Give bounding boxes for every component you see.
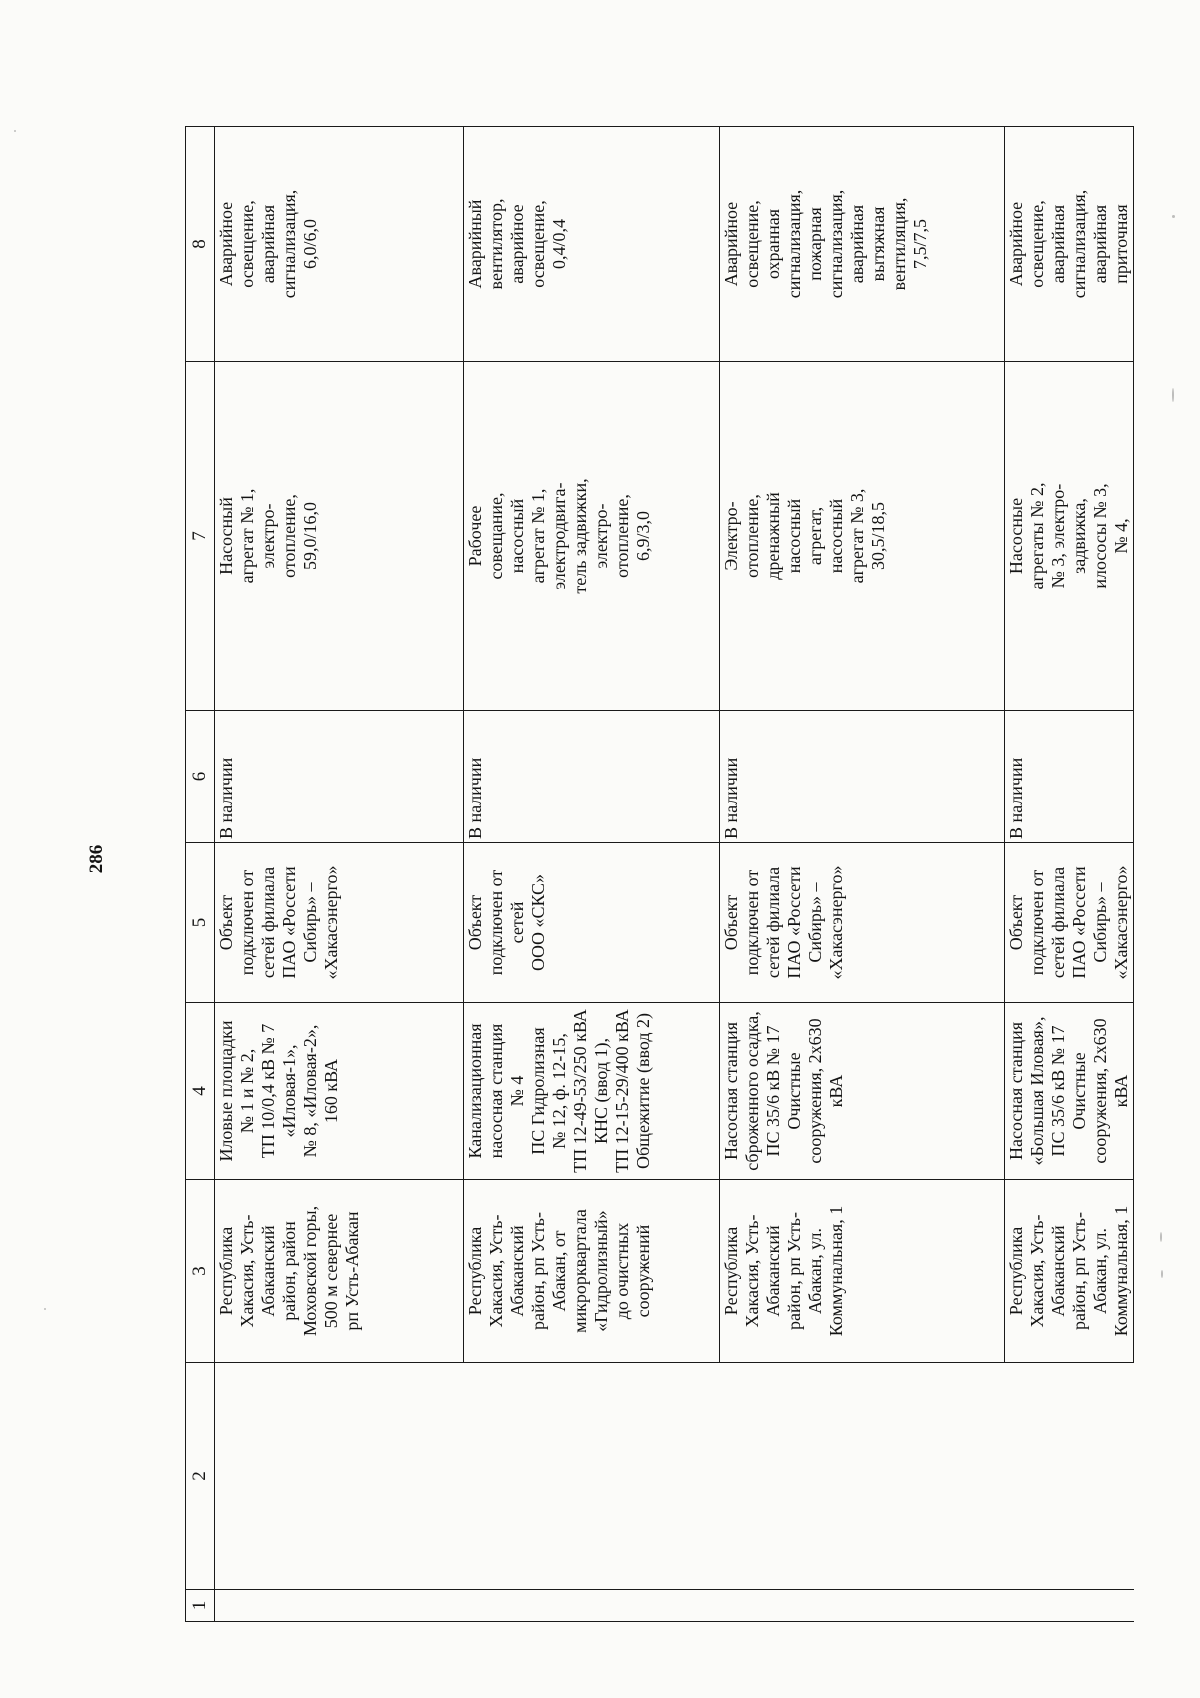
- scan-speck: [1172, 215, 1175, 218]
- table-cell-address: Республика Хакасия, Усть- Абаканский район, рп Усть- Абакан, ул. Коммунальная, 1: [720, 1180, 1005, 1363]
- table-cell-emergency-load: Аварийное освещение, аварийная сигнализация, аварийная приточная: [1005, 127, 1134, 362]
- table-row: [464, 127, 720, 1622]
- scan-speck: [14, 130, 16, 132]
- table-cell-facility: Канализационная насосная станция № 4 ПС Гидролизная № 12, ф. 12-15, ТП 12-49-53/250 кВА КНС (ввод 1), ТП 12-15-29/400 кВА Общежитие (ввод 2): [464, 1003, 720, 1180]
- table-cell-connection: Объект подключен от сетей филиала ПАО «Россети Сибирь» – «Хакасэнерго»: [1005, 843, 1134, 1003]
- table-cell-empty: [1005, 1363, 1134, 1590]
- table-cell-availability: В наличии: [720, 711, 1005, 843]
- column-header: 8: [186, 127, 215, 362]
- rotated-table-container: [185, 127, 1132, 1622]
- table-cell-address: Республика Хакасия, Усть- Абаканский район, рп Усть- Абакан, от микрорквартала «Гидролизный» до очистных сооружений: [464, 1180, 720, 1363]
- scan-speck: [1161, 1270, 1163, 1278]
- column-header: 3: [186, 1180, 215, 1363]
- table-row: [720, 127, 1005, 1622]
- column-header: 1: [186, 1590, 215, 1622]
- table-cell-load: Насосные агрегаты № 2, № 3, электро- задвижка, илососы № 3, № 4,: [1005, 362, 1134, 711]
- table-cell-empty: [215, 1363, 464, 1590]
- table-cell-load: Электро- отопление, дренажный насосный агрегат, насосный агрегат № 3, 30,5/18,5: [720, 362, 1005, 711]
- data-table: [185, 126, 1134, 1622]
- table-header-row: [186, 127, 215, 1622]
- table-cell-facility: Иловые площадки № 1 и № 2, ТП 10/0,4 кВ № 7 «Иловая-1», № 8, «Иловая-2», 160 кВА: [215, 1003, 464, 1180]
- scan-speck: [1160, 1232, 1162, 1242]
- table-cell-load: Насосный агрегат № 1, электро- отопление, 59,0/16,0: [215, 362, 464, 711]
- table-cell-connection: Объект подключен от сетей филиала ПАО «Россети Сибирь» – «Хакасэнерго»: [720, 843, 1005, 1003]
- table-cell-emergency-load: Аварийный вентилятор, аварийное освещение, 0,4/0,4: [464, 127, 720, 362]
- scan-speck: [44, 1308, 46, 1310]
- table-cell-empty: [464, 1590, 720, 1622]
- column-header: 4: [186, 1003, 215, 1180]
- table-cell-emergency-load: Аварийное освещение, аварийная сигнализация, 6,0/6,0: [215, 127, 464, 362]
- table-cell-address: Республика Хакасия, Усть- Абаканский район, район Моховской горы, 500 м севернее рп Усть-Абакан: [215, 1180, 464, 1363]
- column-header: 7: [186, 362, 215, 711]
- table-cell-emergency-load: Аварийное освещение, охранная сигнализация, пожарная сигнализация, аварийная вытяжная вентиляция, 7,5/7,5: [720, 127, 1005, 362]
- table-cell-empty: [464, 1363, 720, 1590]
- table-row: [215, 127, 464, 1622]
- column-header: 2: [186, 1363, 215, 1590]
- table-cell-availability: В наличии: [215, 711, 464, 843]
- table-cell-empty: [720, 1363, 1005, 1590]
- table-cell-address: Республика Хакасия, Усть- Абаканский район, рп Усть- Абакан, ул. Коммунальная, 1: [1005, 1180, 1134, 1363]
- table-cell-empty: [720, 1590, 1005, 1622]
- table-cell-connection: Объект подключен от сетей ООО «СКС»: [464, 843, 720, 1003]
- column-header: 6: [186, 711, 215, 843]
- table-cell-facility: Насосная станция «Большая Иловая», ПС 35/6 кВ № 17 Очистные сооружения, 2х630 кВА: [1005, 1003, 1134, 1180]
- table-cell-facility: Насосная станция сброженного осадка, ПС 35/6 кВ № 17 Очистные сооружения, 2х630 кВА: [720, 1003, 1005, 1180]
- table-row: [1005, 127, 1134, 1622]
- table-cell-availability: В наличии: [1005, 711, 1134, 843]
- scan-speck: [1172, 388, 1174, 402]
- table-cell-availability: В наличии: [464, 711, 720, 843]
- table-cell-empty: [1005, 1590, 1134, 1622]
- table-cell-empty: [215, 1590, 464, 1622]
- page-number: 286: [86, 844, 107, 874]
- column-header: 5: [186, 843, 215, 1003]
- table-cell-load: Рабочее совещание, насосный агрегат № 1, электродвига- тель задвижки, электро- отопление, 6,9/3,0: [464, 362, 720, 711]
- table-cell-connection: Объект подключен от сетей филиала ПАО «Россети Сибирь» – «Хакасэнерго»: [215, 843, 464, 1003]
